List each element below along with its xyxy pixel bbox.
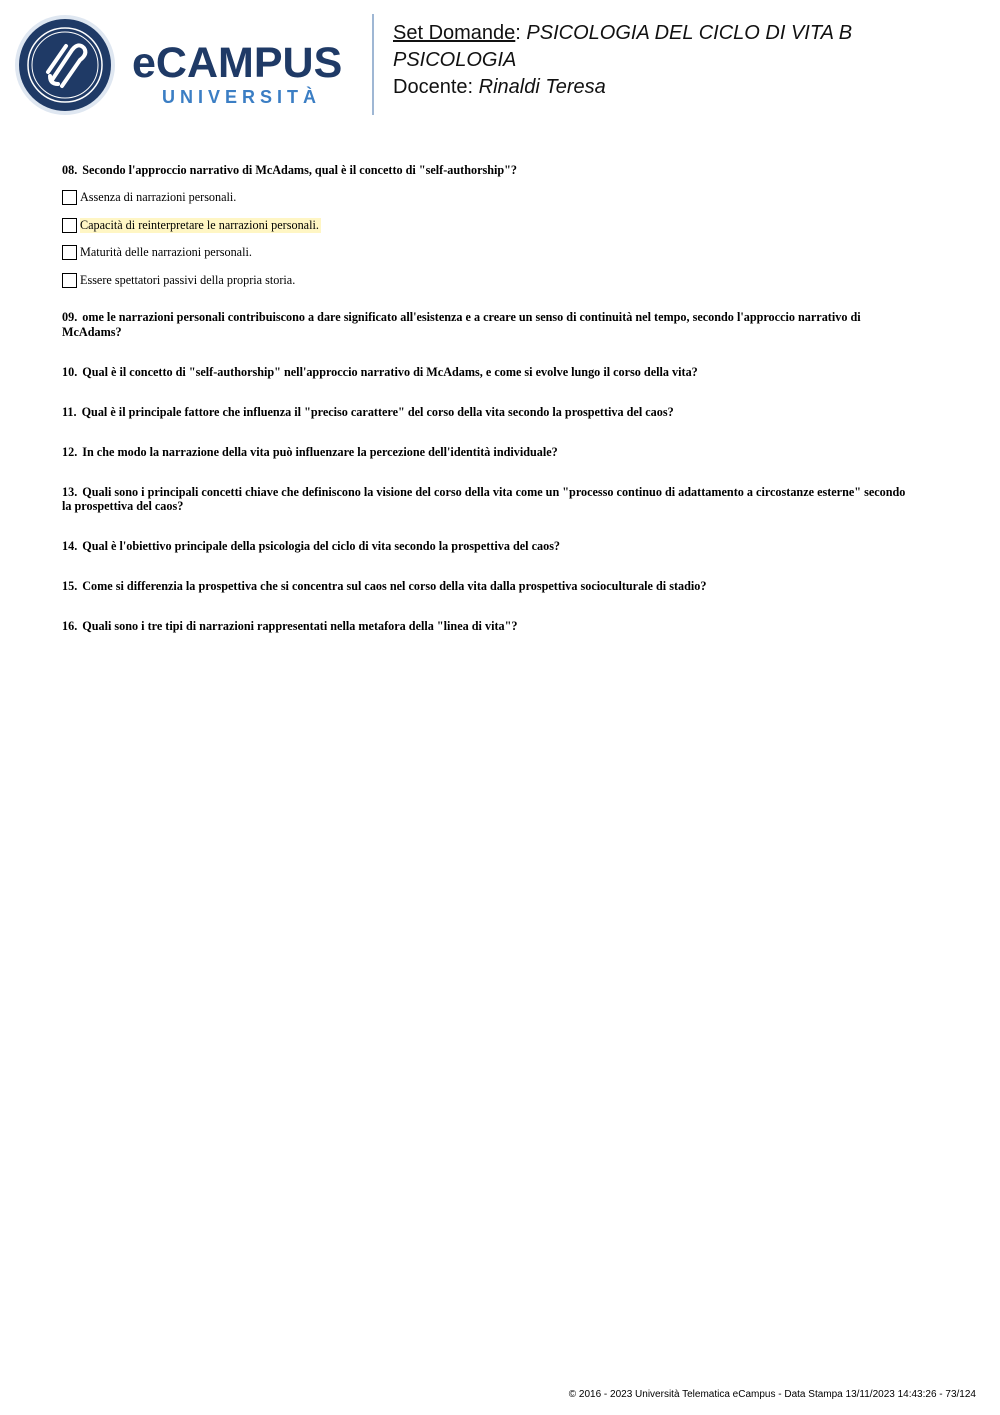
question-09 — [62, 310, 908, 339]
checkbox-icon[interactable] — [62, 245, 77, 260]
question-body: ome le narrazioni personali contribuiscono a dare significato all'esistenza e a creare un senso di continuità nel tempo, secondo l'approccio narrativo di McAdams? — [62, 310, 861, 339]
question-text — [62, 485, 908, 514]
question-12 — [62, 445, 908, 460]
question-text — [62, 619, 908, 634]
answer-option[interactable] — [62, 273, 908, 289]
teacher-label: Docente — [393, 76, 468, 98]
question-text — [62, 365, 908, 380]
question-number: 09. — [62, 310, 78, 325]
question-text — [62, 579, 908, 594]
set-subtitle-line — [393, 47, 963, 74]
ecampus-wordmark — [132, 40, 357, 110]
answer-option-label: Essere spettatori passivi della propria storia. — [80, 273, 296, 288]
question-number: 08. — [62, 163, 78, 177]
question-number: 12. — [62, 444, 78, 459]
question-number: 16. — [62, 619, 78, 634]
question-11 — [62, 405, 908, 420]
question-text — [62, 539, 908, 554]
answer-option[interactable] — [62, 245, 908, 261]
answer-option[interactable] — [62, 190, 908, 206]
page-header — [0, 0, 1000, 130]
question-10 — [62, 365, 908, 380]
question-number: 14. — [62, 539, 78, 554]
question-number: 15. — [62, 579, 78, 594]
answer-option-highlighted[interactable] — [62, 217, 908, 233]
question-number: 11. — [62, 404, 77, 419]
question-14 — [62, 539, 908, 554]
teacher-line: Docente: Rinaldi Teresa — [393, 76, 606, 98]
question-body: In che modo la narrazione della vita può influenzare la percezione dell'identità individuale? — [82, 444, 558, 459]
checkbox-icon[interactable] — [62, 190, 77, 205]
teacher-name: Rinaldi Teresa — [478, 76, 606, 98]
question-body: Quali sono i principali concetti chiave che definiscono la visione del corso della vita come un "processo continuo di adattamento a circostanze esterne" secondo la prospettiva del caos? — [62, 484, 906, 514]
question-list — [62, 163, 908, 659]
question-15 — [62, 579, 908, 594]
question-13 — [62, 485, 908, 514]
question-body: Qual è il concetto di "self-authorship" nell'approccio narrativo di McAdams, e come si evolve lungo il corso della vita? — [82, 364, 698, 379]
question-number: 10. — [62, 364, 78, 379]
logo-name: eCAMPUS — [132, 39, 343, 87]
answer-option-label: Maturità delle narrazioni personali. — [80, 245, 252, 260]
set-line: Set Domande: PSICOLOGIA DEL CICLO DI VITA B — [393, 22, 853, 44]
set-label: Set Domande — [393, 22, 516, 44]
question-text — [62, 405, 908, 420]
page-footer: © 2016 - 2023 Università Telematica eCampus - Data Stampa 13/11/2023 14:43:26 - 73/124 — [568, 1389, 976, 1400]
question-text — [62, 163, 908, 178]
answer-option-label: Assenza di narrazioni personali. — [80, 190, 237, 204]
logo-sub: UNIVERSITÀ — [162, 87, 322, 107]
question-body: Secondo l'approccio narrativo di McAdams, qual è il concetto di "self-authorship"? — [82, 163, 518, 177]
question-body: Quali sono i tre tipi di narrazioni rappresentati nella metafora della "linea di vita"? — [82, 619, 518, 634]
header-info — [393, 20, 963, 101]
question-text — [62, 310, 908, 339]
question-number: 13. — [62, 484, 78, 499]
question-16 — [62, 619, 908, 634]
set-subtitle: PSICOLOGIA — [393, 49, 517, 71]
checkbox-icon[interactable] — [62, 273, 77, 288]
question-body: Qual è l'obiettivo principale della psicologia del ciclo di vita secondo la prospettiva del caos? — [82, 539, 561, 554]
question-body: Qual è il principale fattore che influenza il "preciso carattere" del corso della vita secondo la prospettiva del caos? — [81, 404, 674, 419]
header-divider — [372, 14, 374, 115]
ecampus-seal-logo — [14, 14, 116, 116]
answer-options — [62, 190, 908, 289]
checkbox-icon[interactable] — [62, 218, 77, 233]
question-08 — [62, 163, 908, 289]
answer-option-label: Capacità di reinterpretare le narrazioni personali. — [80, 217, 319, 232]
question-text — [62, 445, 908, 460]
question-body: Come si differenzia la prospettiva che si concentra sul caos nel corso della vita dalla prospettiva socioculturale di stadio? — [82, 579, 707, 594]
set-title: PSICOLOGIA DEL CICLO DI VITA B — [526, 22, 853, 44]
